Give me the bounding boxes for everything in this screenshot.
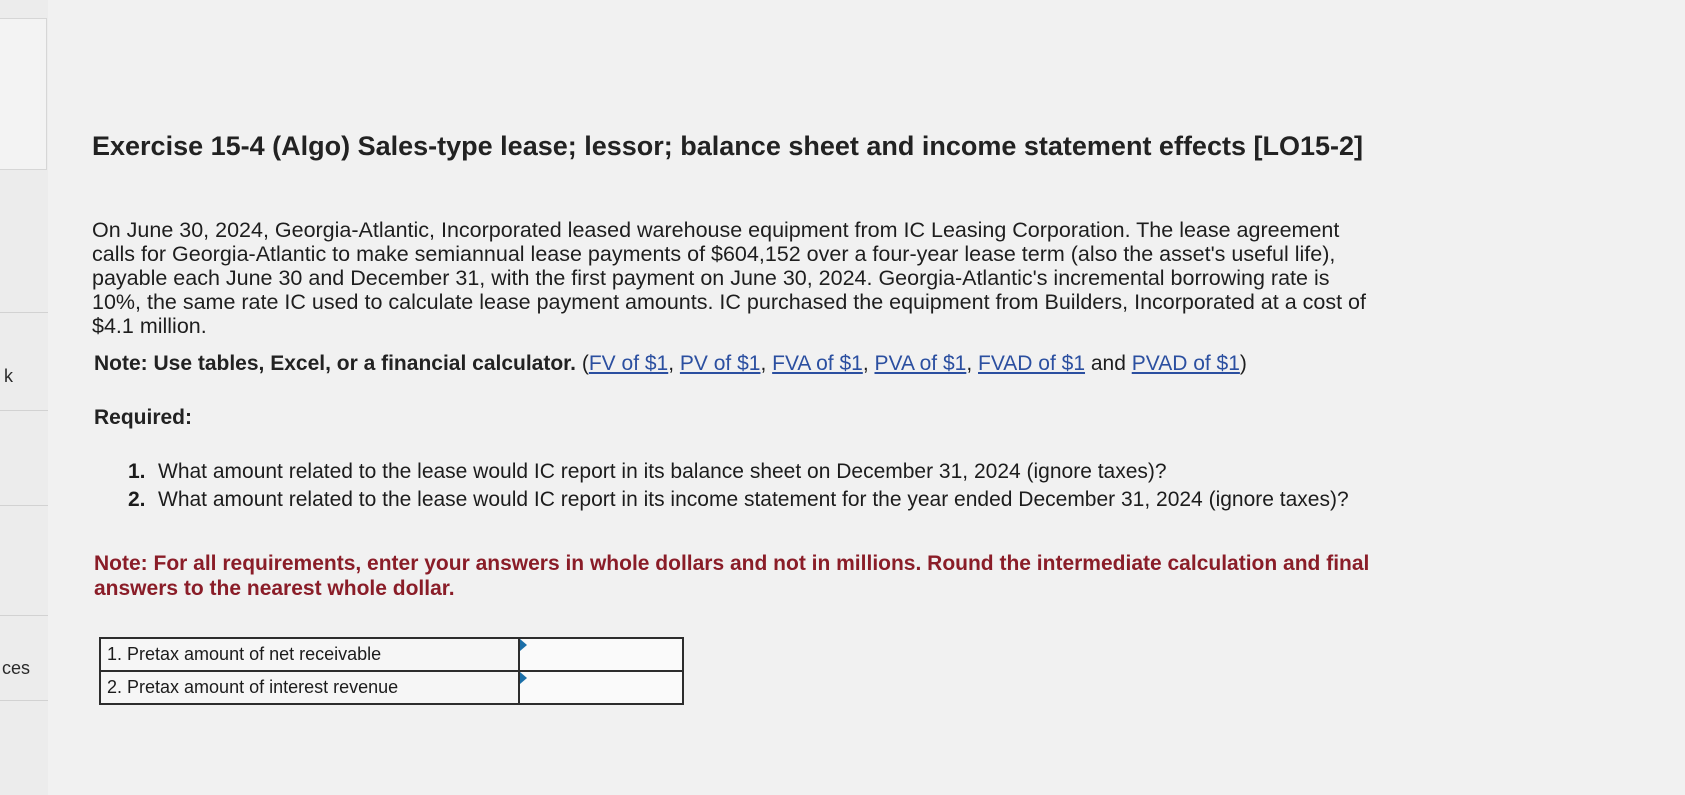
input-marker-icon	[520, 639, 527, 651]
link-fvad-of-1[interactable]: FVAD of $1	[978, 352, 1086, 375]
requirement-item	[128, 486, 1628, 514]
tables-note-text: Note: Use tables, Excel, or a financial calculator.	[94, 352, 577, 375]
tables-note: Note: Use tables, Excel, or a financial calculator. (FV of $1, PV of $1, FVA of $1, PVA of $1, FVAD of $1 and PVAD of $1)	[94, 352, 1247, 375]
requirement-number: 2.	[128, 488, 146, 511]
answer-cell	[519, 671, 683, 704]
sidebar-panel-top[interactable]	[0, 18, 47, 170]
answer-label: 2. Pretax amount of interest revenue	[100, 671, 519, 704]
problem-paragraph	[92, 218, 1622, 338]
answer-row-net-receivable	[100, 638, 683, 671]
sidebar-divider	[0, 615, 48, 616]
paragraph-line: On June 30, 2024, Georgia-Atlantic, Incorporated leased warehouse equipment from IC Leasing Corporation. The lease agreement	[92, 218, 1340, 242]
required-heading: Required:	[94, 406, 193, 429]
paragraph-line: calls for Georgia-Atlantic to make semiannual lease payments of $604,152 over a four-year lease term (also the asset's useful life),	[92, 242, 1336, 266]
left-sidebar	[0, 0, 48, 795]
input-marker-icon	[520, 672, 527, 684]
link-fv-of-1[interactable]: FV of $1	[588, 352, 669, 375]
requirement-item	[128, 458, 1628, 486]
paragraph-line: $4.1 million.	[92, 314, 207, 338]
requirement-number: 1.	[128, 460, 146, 483]
rounding-note	[94, 551, 1574, 601]
sidebar-text-fragment[interactable]: ces	[2, 658, 31, 678]
paragraph-line: payable each June 30 and December 31, with the first payment on June 30, 2024. Georgia-Atlantic's incremental borrowing rate is	[92, 266, 1330, 290]
sidebar-divider	[0, 505, 48, 506]
rounding-note-line: answers to the nearest whole dollar.	[94, 577, 455, 600]
exercise-title: Exercise 15-4 (Algo) Sales-type lease; lessor; balance sheet and income statement effects [LO15-2]	[92, 131, 1363, 161]
link-pv-of-1[interactable]: PV of $1	[679, 352, 761, 375]
requirements-list	[128, 458, 1628, 514]
answer-label: 1. Pretax amount of net receivable	[100, 638, 519, 671]
sidebar-divider	[0, 410, 48, 411]
answer-row-interest-revenue	[100, 671, 683, 704]
sidebar-text-fragment[interactable]: k	[4, 366, 13, 386]
interest-revenue-input[interactable]	[520, 672, 682, 703]
net-receivable-input[interactable]	[520, 639, 682, 670]
rounding-note-line: Note: For all requirements, enter your answers in whole dollars and not in millions. Round the intermediate calculation and final	[94, 552, 1370, 575]
requirement-text: What amount related to the lease would IC report in its income statement for the year ended December 31, 2024 (ignore taxes)?	[158, 488, 1349, 511]
paragraph-line: 10%, the same rate IC used to calculate lease payment amounts. IC purchased the equipment from Builders, Incorporated at a cost of	[92, 290, 1366, 314]
link-pva-of-1[interactable]: PVA of $1	[874, 352, 967, 375]
answer-cell	[519, 638, 683, 671]
link-pvad-of-1[interactable]: PVAD of $1	[1131, 352, 1240, 375]
requirement-text: What amount related to the lease would IC report in its balance sheet on December 31, 2024 (ignore taxes)?	[158, 460, 1167, 483]
sidebar-divider	[0, 312, 48, 313]
answer-table	[99, 637, 684, 705]
link-fva-of-1[interactable]: FVA of $1	[772, 352, 863, 375]
sidebar-divider	[0, 700, 48, 701]
